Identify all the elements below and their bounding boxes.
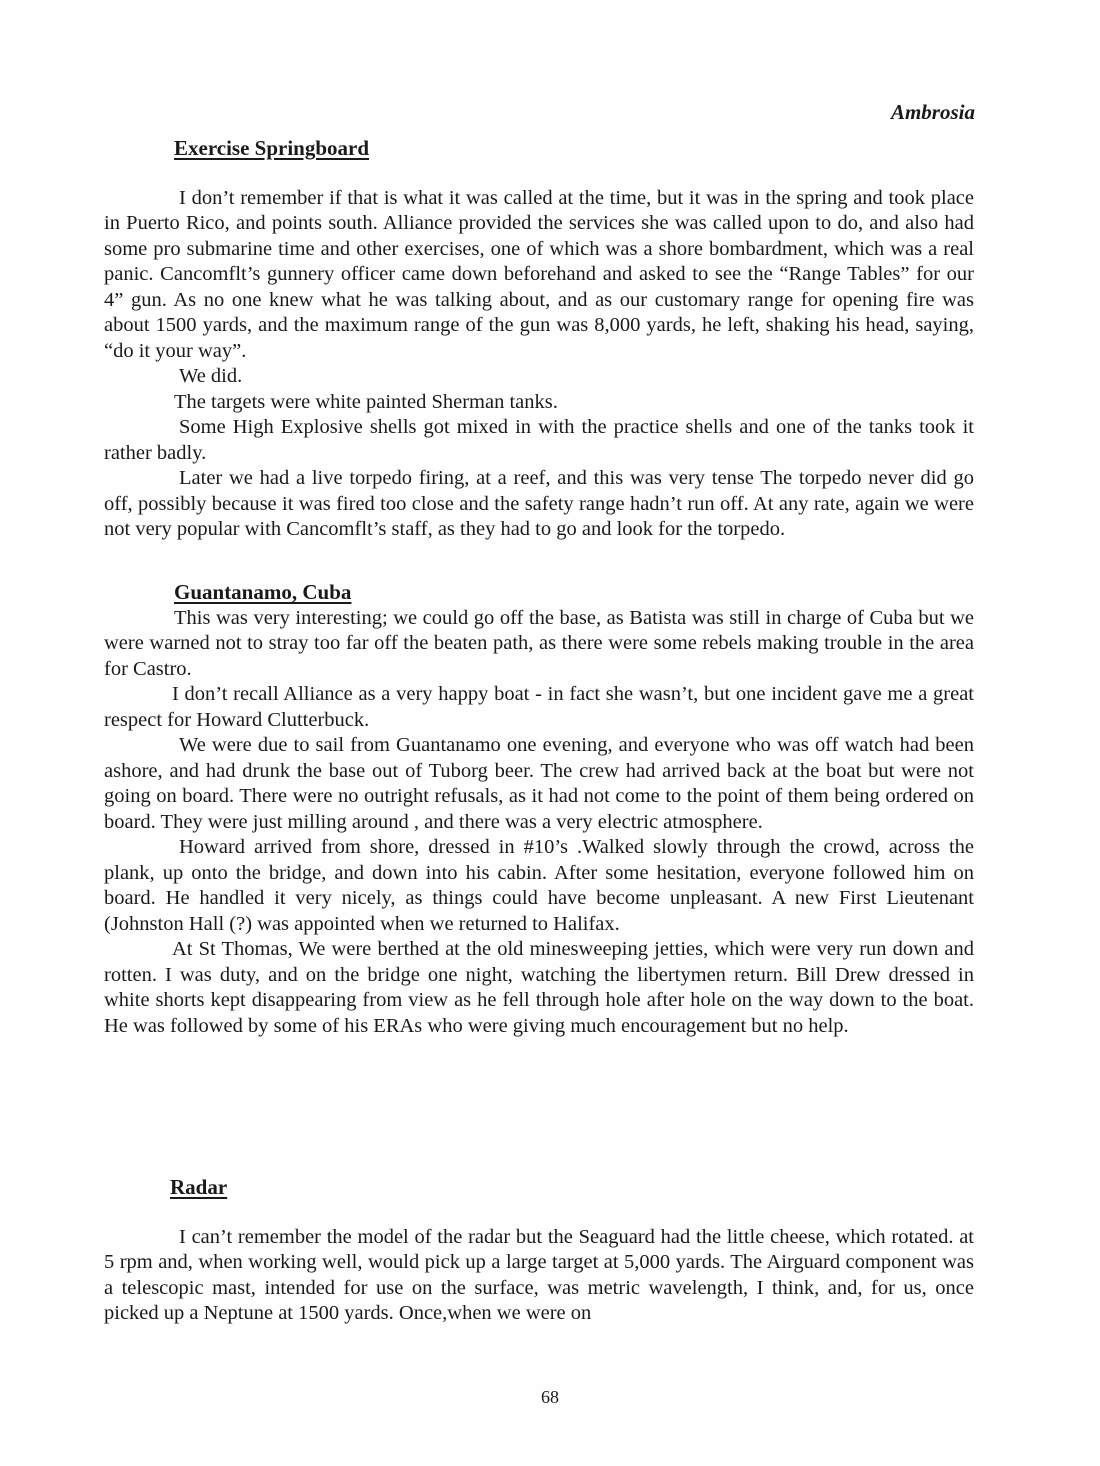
section-heading: Guantanamo, Cuba [174, 580, 352, 604]
paragraph: Later we had a live torpedo firing, at a reef, and this was very tense The torpedo never did go off, possibly because it was fired too close and the safety range hadn’t run off. At any rate, again we were not very popular with Cancomflt’s staff, as they had to go and look for the torpedo. [104, 467, 974, 540]
paragraph: Some High Explosive shells got mixed in with the practice shells and one of the tanks took it rather badly. [104, 416, 974, 464]
paragraph: At St Thomas, We were berthed at the old minesweeping jetties, which were very run down and rotten. I was duty, and on the bridge one night, watching the libertymen return. Bill Drew dressed in white shorts kept disappearing from view as he fell through hole after hole on the way down to the boat. He was followed by some of his ERAs who were giving much encouragement but no help. [104, 938, 974, 1037]
paragraph: Howard arrived from shore, dressed in #10’s .Walked slowly through the crowd, across the plank, up onto the bridge, and down into his cabin. After some hesitation, everyone followed him on board. He handled it very nicely, as things could have become unpleasant. A new First Lieutenant (Johnston Hall (?) was appointed when we returned to Halifax. [104, 836, 974, 935]
section-guantanamo-cuba [104, 580, 974, 1039]
section-heading: Exercise Springboard [174, 136, 370, 160]
paragraph: We were due to sail from Guantanamo one evening, and everyone who was off watch had been ashore, and had drunk the base out of Tuborg beer. The crew had arrived back at the boat but were not going on board. There were no outright refusals, as it had not come to the point of them being ordered on board. They were just milling around , and there was a very electric atmosphere. [104, 734, 974, 833]
paragraph: The targets were white painted Sherman tanks. [174, 390, 558, 413]
section-radar [104, 1175, 974, 1327]
spacer [104, 162, 974, 186]
spacer [104, 1201, 974, 1225]
section-heading: Radar [170, 1175, 228, 1199]
paragraph: I can’t remember the model of the radar but the Seaguard had the little cheese, which rotated. at 5 rpm and, when working well, would pick up a large target at 5,000 yards. The Airguard component was a telescopic mast, intended for use on the surface, was metric wavelength, I think, and, for us, once picked up a Neptune at 1500 yards. Once,when we were on [104, 1225, 974, 1324]
running-head: Ambrosia [890, 100, 975, 124]
paragraph: We did. [179, 365, 243, 387]
page-number: 68 [541, 1387, 559, 1407]
paragraph: I don’t recall Alliance as a very happy boat - in fact she wasn’t, but one incident gave me a great respect for Howard Clutterbuck. [104, 683, 974, 731]
paragraph: This was very interesting; we could go off the base, as Batista was still in charge of Cuba but we were warned not to stray too far off the beaten path, as there were some rebels making trouble in the area for Castro. [104, 606, 974, 680]
section-exercise-springboard [104, 136, 974, 543]
paragraph: I don’t remember if that is what it was called at the time, but it was in the spring and took place in Puerto Rico, and points south. Alliance provided the services she was called upon to do, and also had some pro submarine time and other exercises, one of which was a shore bombardment, which was a real panic. Cancomflt’s gunnery officer came down beforehand and asked to see the “Range Tables” for our 4” gun. As no one knew what he was talking about, and as our customary range for opening fire was about 1500 yards, and the maximum range of the gun was 8,000 yards, he left, shaking his head, saying, “do it your way”. [104, 186, 974, 362]
